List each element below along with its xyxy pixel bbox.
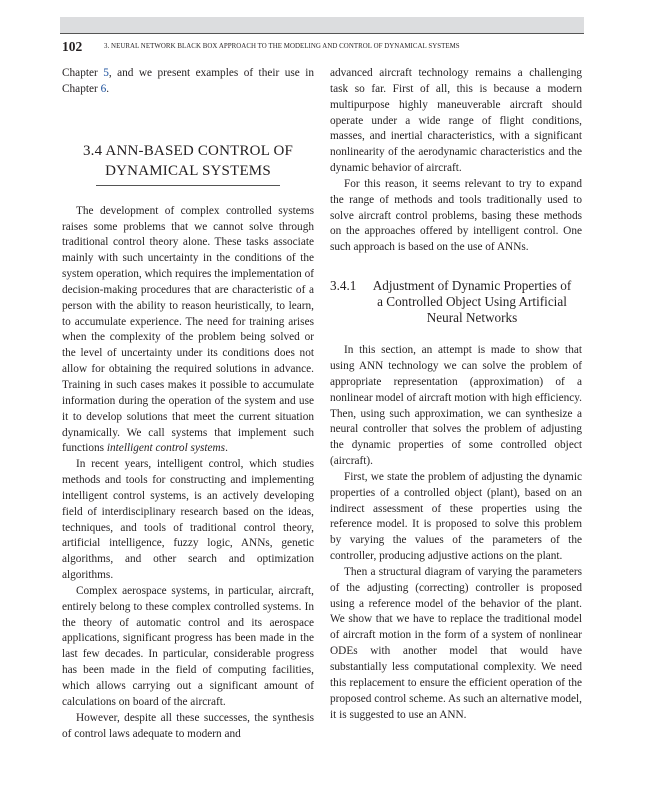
body-paragraph: For this reason, it seems relevant to try to expand the range of methods and tools traditionally used to solve aircraft control problems, basing these methods on the approaches offered by intelligent control. One such approach is based on the use of ANNs. — [330, 177, 582, 254]
subsection-title: Adjustment of Dynamic Properties of a Controlled Object Using Artificial Neural Networks — [372, 278, 572, 326]
intro-paragraph: Chapter 5, and we present examples of their use in Chapter 6. — [62, 67, 314, 95]
body-paragraph: The development of complex controlled systems raises some problems that we cannot solve through traditional control theory alone. These tasks associate mainly with such uncertainty in the conditions of the system operation, which requires the implementation of decision-making procedures that are characteristic of a person with the ability to reason heuristically, to learn, to accumulate experience. The need for training arises when the complexity of the problem being solved or the level of uncertainty under its conditions does not allow for obtaining the required solutions in advance. Training in such cases makes it possible to accumulate information during the operation of the system and use it to develop solutions that meet the current situation dynamically. We call systems that implement such functions intelligent control systems. — [62, 204, 314, 455]
subsection-heading — [330, 278, 582, 326]
subsection-number: 3.4.1 — [330, 278, 357, 294]
section-title-line1: ANN-BASED CONTROL OF — [105, 142, 294, 159]
emphasis-term: intelligent control systems — [106, 442, 226, 455]
left-column — [62, 66, 314, 742]
section-number: 3.4 — [82, 142, 103, 159]
body-paragraph: In recent years, intelligent control, which studies methods and tools for constructing and implementing intelligent control systems, is an actively developing field of interdisciplinary research based on the ideas, techniques, and tools of traditional control theory, artificial intelligence, fuzzy logic, ANNs, genetic algorithms, and other search and optimization algorithms. — [62, 458, 314, 582]
body-paragraph: In this section, an attempt is made to show that using ANN technology we can solve the problem of appropriate representation (approximation) of a nonlinear model of aircraft motion with high efficiency. Then, using such approximation, we can synthesize a neural controller that solves the problem of adjusting the dynamic properties of some controlled object (aircraft). — [330, 344, 582, 468]
section-title-line2: DYNAMICAL SYSTEMS — [105, 162, 271, 179]
page-number: 102 — [62, 39, 83, 54]
header-bar — [60, 17, 584, 33]
right-column — [330, 66, 582, 723]
section-heading — [62, 141, 314, 181]
body-paragraph: However, despite all these successes, the synthesis of control laws adequate to modern and — [62, 711, 314, 740]
section-heading-rule — [96, 185, 280, 186]
running-title: 3. NEURAL NETWORK BLACK BOX APPROACH TO THE MODELING AND CONTROL OF DYNAMICAL SYSTEMS — [104, 43, 460, 50]
body-paragraph: Then a structural diagram of varying the parameters of the adjusting (correcting) controller is proposed using a reference model of the behavior of the plant. We show that we have to replace the traditional model of aircraft motion in the form of a system of nonlinear ODEs with another model that would have substantially less computational complexity. We need this replacement to ensure the efficient operation of the proposed control scheme. As such an alternative model, it is suggested to use an ANN. — [330, 565, 582, 721]
body-paragraph: Complex aerospace systems, in particular, aircraft, entirely belong to these complex controlled systems. In the theory of automatic control and its aerospace applications, significant progress has been made in the last few decades. In particular, considerable progress has been made in the field of computing facilities, which allows carrying out a significant amount of calculations on board of the aircraft. — [62, 584, 314, 708]
body-paragraph: First, we state the problem of adjusting the dynamic properties of a controlled object (plant), based on an indirect assessment of these properties using the reference model. It is proposed to solve this problem by varying the values of the parameters of the controller, producing adjustive actions on the plant. — [330, 470, 582, 563]
body-paragraph: advanced aircraft technology remains a challenging task so far. First of all, this is because a modern multipurpose highly maneuverable aircraft should operate under a wide range of flight conditions, masses, and inertial characteristics, with a significant nonlinearity of the aerodynamic characteristics and the dynamic behavior of aircraft. — [330, 67, 582, 175]
chapter-6-link[interactable]: 6 — [100, 82, 107, 95]
chapter-5-link[interactable]: 5 — [103, 67, 109, 79]
header-rule — [60, 33, 584, 34]
